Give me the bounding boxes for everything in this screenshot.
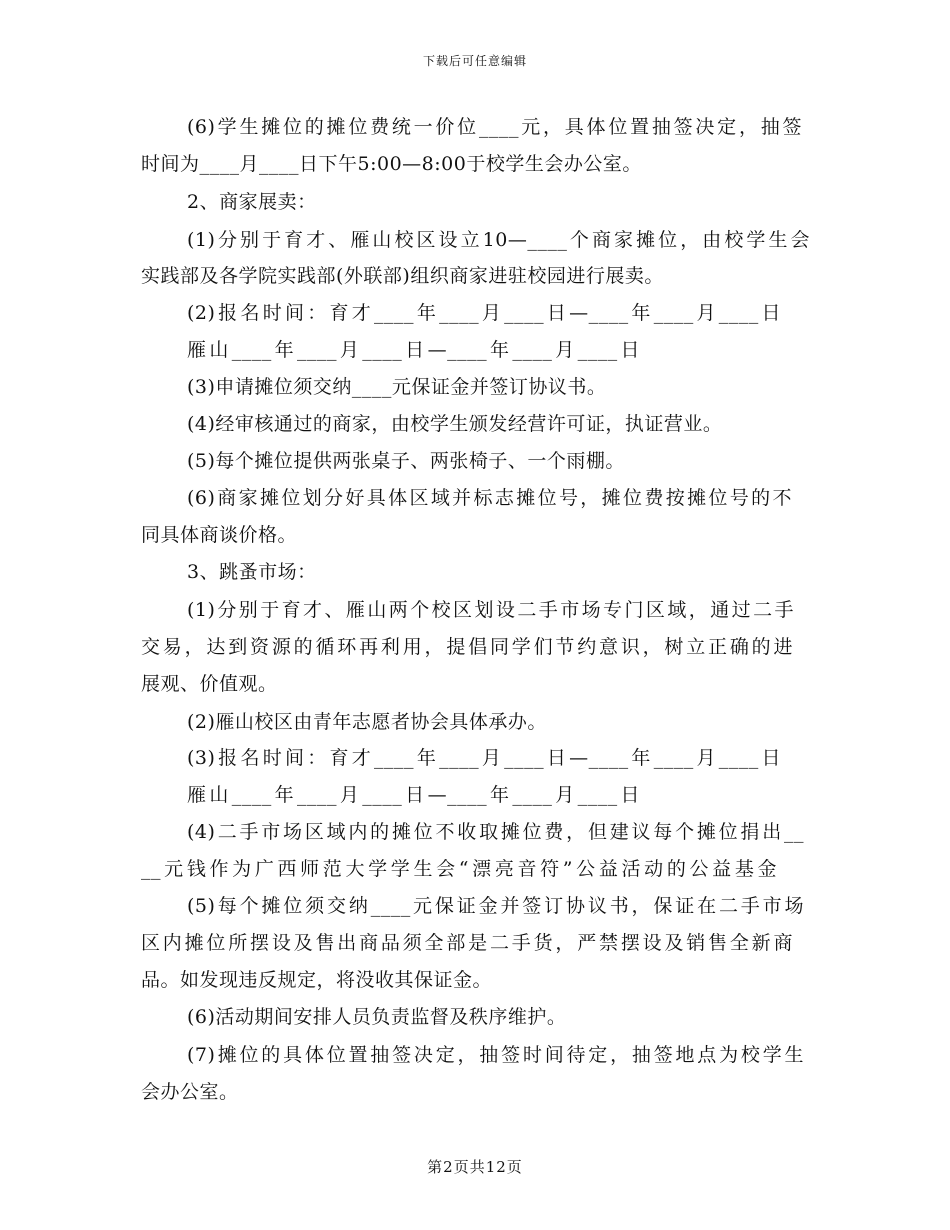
paragraph-line: (7)摊位的具体位置抽签决定，抽签时间待定，抽签地点为校学生 xyxy=(187,1044,804,1066)
paragraph-line: (2)报名时间：育才____年____月____日—____年____月____日 xyxy=(187,302,781,324)
paragraph-line: (1)分别于育才、雁山两个校区划设二手市场专门区域，通过二手 xyxy=(187,599,794,621)
paragraph-line: 雁山____年____月____日—____年____月____日 xyxy=(187,339,640,361)
paragraph-line: 时间为____月____日下午5:00—8:00于校学生会办公室。 xyxy=(141,153,642,175)
paragraph-line: (6)商家摊位划分好具体区域并标志摊位号，摊位费按摊位号的不 xyxy=(187,487,792,509)
section-heading: 2、商家展卖： xyxy=(187,191,317,213)
paragraph-line: 区内摊位所摆设及售出商品须全部是二手货，严禁摆设及销售全新商 xyxy=(141,932,793,954)
paragraph-line: 同具体商谈价格。 xyxy=(141,524,298,546)
paragraph-line: (3)报名时间：育才____年____月____日—____年____月____日 xyxy=(187,747,781,769)
paragraph-line: (4)二手市场区域内的摊位不收取摊位费，但建议每个摊位捐出__ xyxy=(187,821,804,843)
paragraph-line: 交易，达到资源的循环再利用，提倡同学们节约意识，树立正确的进 xyxy=(141,636,793,658)
paragraph-line: 品。如发现违反规定，将没收其保证金。 xyxy=(141,969,493,991)
page-number: 第2页共12页 xyxy=(427,1158,523,1176)
paragraph-line: (6)学生摊位的摊位费统一价位____元，具体位置抽签决定，抽签 xyxy=(187,116,802,138)
section-heading: 3、跳蚤市场： xyxy=(187,561,317,583)
paragraph-line: 实践部及各学院实践部(外联部)组织商家进驻校园进行展卖。 xyxy=(141,265,664,287)
paragraph-line: __元钱作为广西师范大学学生会“漂亮音符”公益活动的公益基金 xyxy=(141,858,777,880)
paragraph-line: 展观、价值观。 xyxy=(141,673,278,695)
paragraph-line: (6)活动期间安排人员负责监督及秩序维护。 xyxy=(187,1006,567,1028)
page-header: 下载后可任意编辑 xyxy=(422,54,527,68)
paragraph-line: (3)申请摊位须交纳____元保证金并签订协议书。 xyxy=(187,376,607,398)
paragraph-line: (1)分别于育才、雁山校区设立10—____个商家摊位，由校学生会 xyxy=(187,229,810,251)
paragraph-line: 雁山____年____月____日—____年____月____日 xyxy=(187,784,640,806)
paragraph-line: (4)经审核通过的商家，由校学生颁发经营许可证，执证营业。 xyxy=(187,413,723,435)
paragraph-line: (2)雁山校区由青年志愿者协会具体承办。 xyxy=(187,711,547,733)
paragraph-line: (5)每个摊位提供两张桌子、两张椅子、一个雨棚。 xyxy=(187,450,625,472)
paragraph-line: 会办公室。 xyxy=(141,1081,239,1103)
paragraph-line: (5)每个摊位须交纳____元保证金并签订协议书，保证在二手市场 xyxy=(187,895,804,917)
